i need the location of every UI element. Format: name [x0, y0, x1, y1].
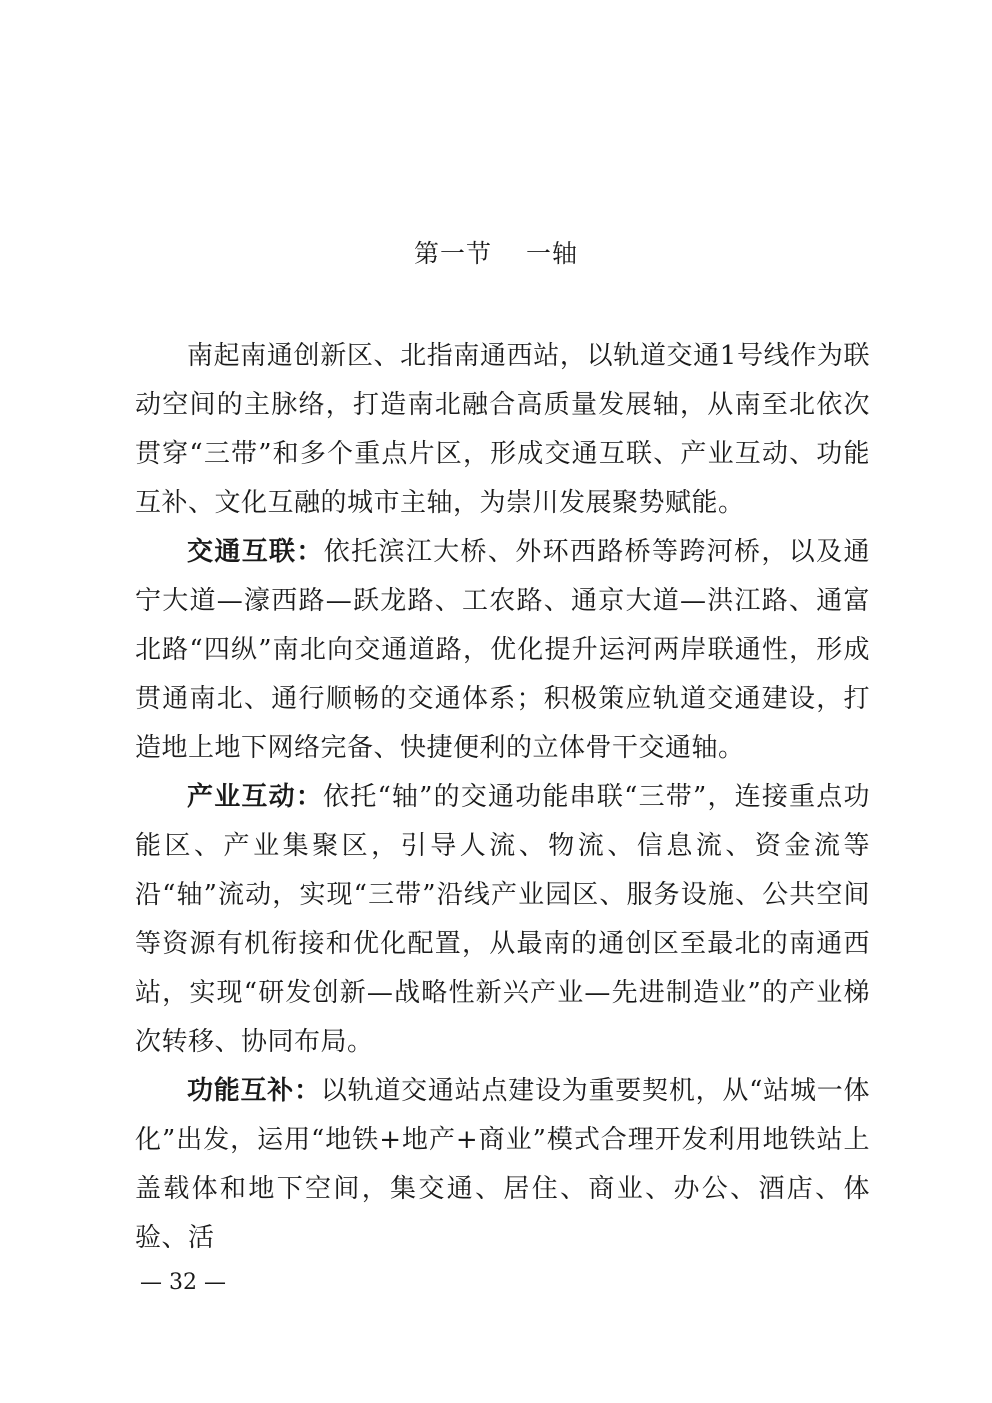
section-title: [0, 236, 992, 272]
paragraph-lead: 产业互动：: [187, 782, 324, 812]
page-number: — 32 —: [140, 1270, 226, 1295]
section-label: 第一节: [413, 239, 492, 268]
paragraph-text: 以轨道交通站点建设为重要契机，从“站城一体化”出发，运用“地铁+地产+商业”模式合理开发利用地铁站上盖载体和地下空间，集交通、居住、商业、办公、酒店、体验、活: [135, 1076, 870, 1253]
paragraph-intro: [135, 332, 870, 528]
paragraph-lead: 交通互联：: [187, 537, 324, 567]
section-name: 一轴: [526, 239, 579, 268]
paragraph-lead: 功能互补：: [187, 1076, 321, 1106]
paragraph-text: 依托“轴”的交通功能串联“三带”，连接重点功能区、产业集聚区，引导人流、物流、信息流、资金流等沿“轴”流动，实现“三带”沿线产业园区、服务设施、公共空间等资源有机衔接和优化配置，从最南的通创区至最北的南通西站，实现“研发创新—战略性新兴产业—先进制造业”的产业梯次转移、协同布局。: [135, 782, 870, 1057]
paragraph-text: 南起南通创新区、北指南通西站，以轨道交通1号线作为联动空间的主脉络，打造南北融合高质量发展轴，从南至北依次贯穿“三带”和多个重点片区，形成交通互联、产业互动、功能互补、文化互融的城市主轴，为崇川发展聚势赋能。: [135, 341, 870, 518]
paragraph-industry: [135, 773, 870, 1067]
paragraph-transport: [135, 528, 870, 773]
paragraph-function: [135, 1067, 870, 1263]
paragraph-text: 依托滨江大桥、外环西路桥等跨河桥，以及通宁大道—濠西路—跃龙路、工农路、通京大道—洪江路、通富北路“四纵”南北向交通道路，优化提升运河两岸联通性，形成贯通南北、通行顺畅的交通体系；积极策应轨道交通建设，打造地上地下网络完备、快捷便利的立体骨干交通轴。: [135, 537, 870, 763]
body-text: [135, 332, 870, 1263]
